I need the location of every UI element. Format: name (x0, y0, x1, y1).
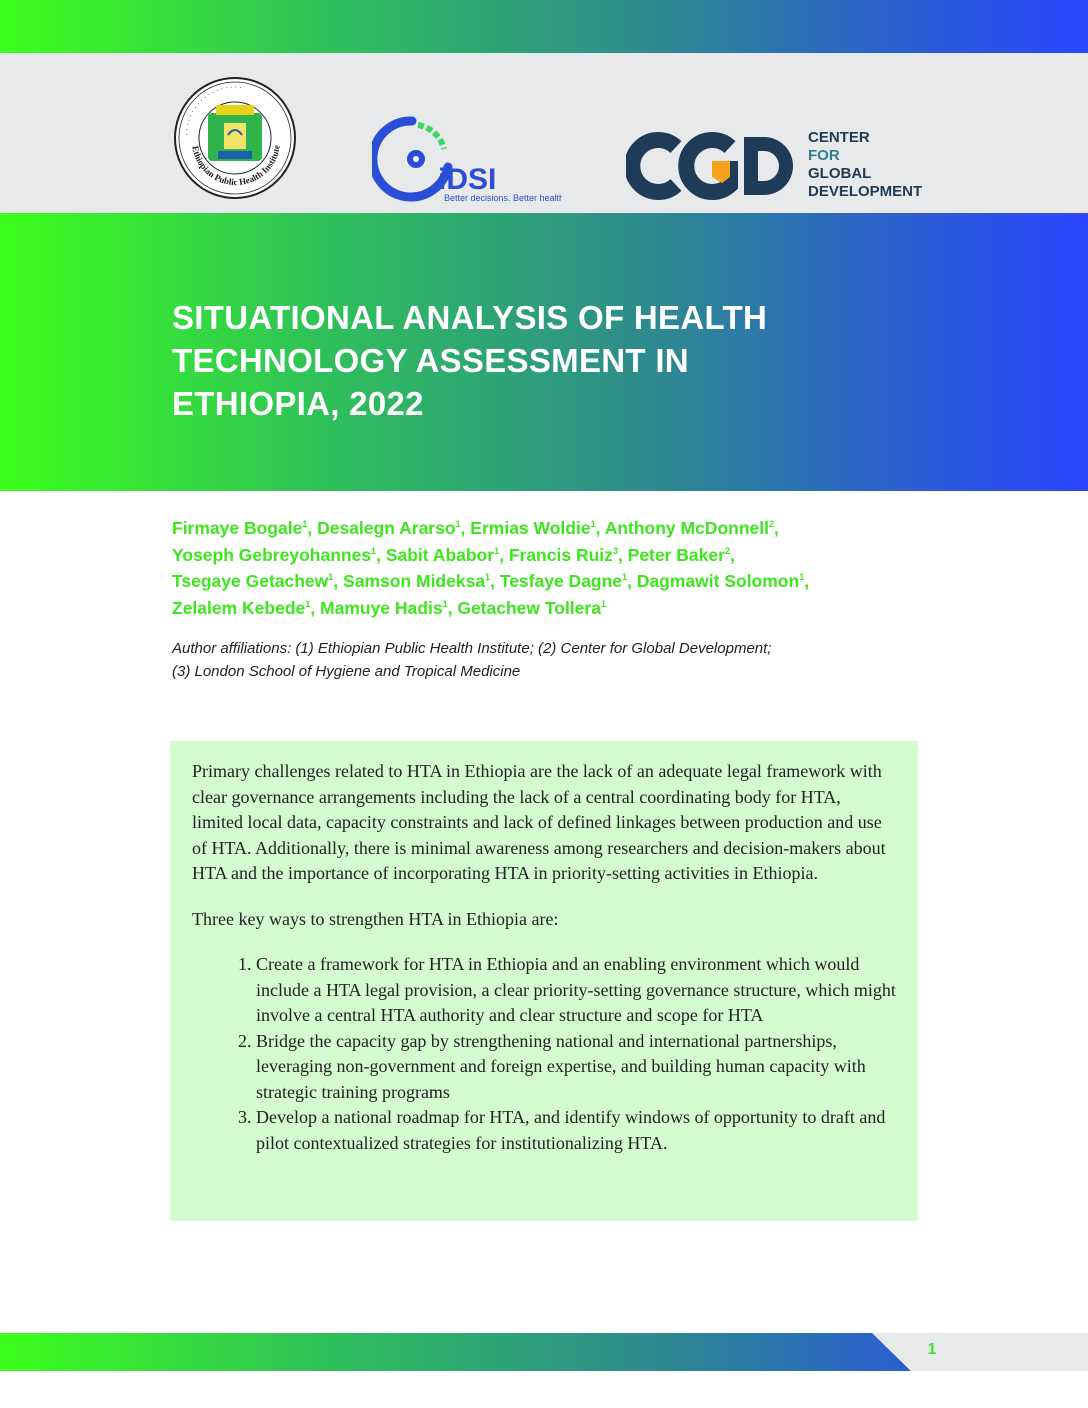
author-affiliation-marker: 1 (494, 545, 500, 556)
page-number: 1 (927, 1341, 937, 1358)
svg-text:Better decisions. Better healt: Better decisions. Better health. (444, 193, 562, 203)
cgd-logo (626, 129, 926, 207)
author-affiliation-marker: 1 (622, 572, 628, 583)
author-name: Dagmawit Solomon (636, 571, 800, 591)
title-line: ETHIOPIA, 2022 (172, 385, 424, 422)
affiliations-line: Author affiliations: (1) Ethiopian Public Health Institute; (2) Center for Global Development; (172, 640, 772, 657)
title-line: TECHNOLOGY ASSESSMENT IN (172, 342, 689, 379)
cgd-word-center: CENTER (808, 129, 870, 146)
cgd-word-global: GLOBAL (808, 165, 872, 182)
svg-text:iDSI: iDSI (438, 163, 497, 196)
author-name: Mamuye Hadis (320, 597, 443, 618)
key-findings-box (170, 741, 918, 1221)
recommendations-list (192, 952, 896, 1156)
author-affiliation-marker: 1 (590, 519, 596, 530)
author-name: Firmaye Bogale (172, 518, 303, 538)
author-affiliation-marker: 1 (305, 598, 311, 609)
author-name: Sabit Ababor (385, 544, 495, 565)
author-affiliation-marker: 2 (768, 519, 774, 530)
svg-text:Ethiopian Public Health Instit: Ethiopian Public Health Institute (190, 144, 282, 188)
author-name: Ermias Woldie (470, 518, 591, 538)
author-name: Zelalem Kebede (172, 597, 306, 618)
author-affiliations (172, 637, 892, 683)
author-affiliation-marker: 1 (371, 545, 377, 556)
cgd-word-development: DEVELOPMENT (808, 183, 923, 200)
author-affiliation-marker: 3 (612, 545, 618, 556)
author-affiliation-marker: 1 (442, 598, 448, 609)
list-item: 3. Develop a national roadmap for HTA, and identify windows of opportunity to draft and pilot contextualized strategies for institutionalizing HTA. (256, 1105, 896, 1156)
author-name: Samson Mideksa (343, 571, 486, 591)
author-name: Getachew Tollera (457, 597, 601, 618)
logo-band (0, 53, 1088, 213)
author-name: Tesfaye Dagne (499, 571, 623, 591)
ephi-seal-logo (168, 75, 302, 201)
author-name: Desalegn Ararso (317, 518, 456, 538)
author-name: Yoseph Gebreyohannes (172, 544, 372, 565)
author-affiliation-marker: 1 (302, 519, 308, 530)
author-affiliation-marker: 1 (600, 598, 606, 609)
author-name: Tsegaye Getachew (172, 571, 329, 591)
author-list: Firmaye Bogale$^1$, Desalegn Ararso$^1$, Ermias Woldie$^1$, Anthony McDonnell$^2$, Yoseph Gebreyohannes$^1$, Sabit Ababor$^1$, Francis Ruiz$^3$, Peter Baker$^2$, Tsegaye Getachew$^1$, Samson Mideksa$^1$, Tesfaye Dagne$^1$, Dagmawit Solomon$^1$, Zelalem Kebede$^1$, Mamuye Hadis$^1$, Getachew Tollera$^1$ (172, 518, 810, 618)
list-item: 2. Bridge the capacity gap by strengthening national and international partnerships, leveraging non-government and foreign expertise, and building human capacity with strategic training programs (256, 1029, 896, 1106)
author-name: Anthony McDonnell (604, 518, 769, 538)
idsi-logo (372, 115, 562, 205)
author-affiliation-marker: 1 (799, 572, 805, 583)
author-affiliation-marker: 1 (455, 519, 461, 530)
cgd-word-for: FOR (808, 147, 840, 164)
author-affiliation-marker: 1 (485, 572, 491, 583)
top-gradient-bar (0, 0, 1088, 53)
svg-text:· · · · · · · · · · · · · · ·: · · · · · · · · · · · · · · · · · · (182, 83, 242, 136)
summary-intro: Three key ways to strengthen HTA in Ethiopia are: (192, 908, 559, 929)
author-name: Peter Baker (627, 544, 725, 565)
author-name: Francis Ruiz (508, 544, 613, 565)
author-affiliation-marker: 1 (328, 572, 334, 583)
report-title (172, 296, 892, 425)
title-line: SITUATIONAL ANALYSIS OF HEALTH (172, 299, 768, 336)
author-affiliation-marker: 2 (724, 545, 730, 556)
summary-paragraph: Primary challenges related to HTA in Ethiopia are the lack of an adequate legal framework with clear governance arrangements including the lack of a central coordinating body for HTA, limited local data, capacity constraints and lack of defined linkages between production and use of HTA. Additionally, there is minimal awareness among researchers and decision-makers about HTA and the importance of incorporating HTA in priority-setting activities in Ethiopia. (192, 761, 886, 883)
list-item: 1. Create a framework for HTA in Ethiopia and an enabling environment which would include a HTA legal provision, a clear priority-setting governance structure, which might involve a central HTA authority and clear structure and scope for HTA (256, 952, 896, 1029)
affiliations-line: (3) London School of Hygiene and Tropical Medicine (172, 663, 521, 680)
